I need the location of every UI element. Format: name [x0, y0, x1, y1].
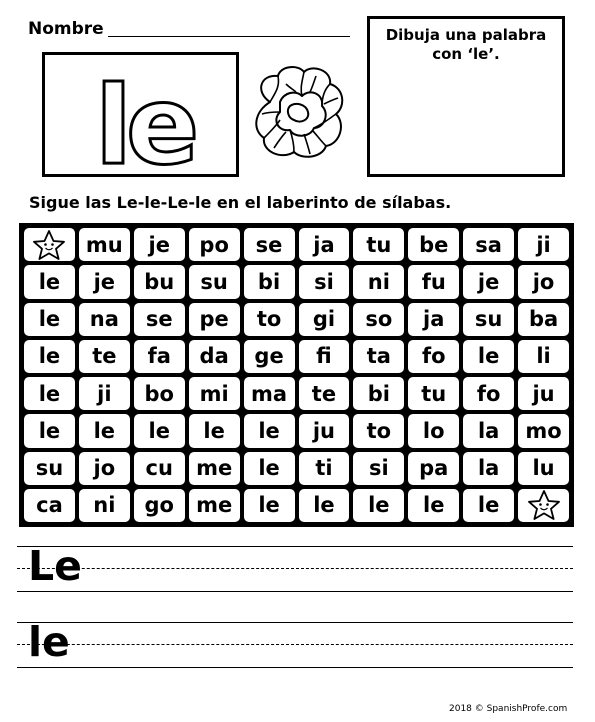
- maze-cell: bi: [244, 265, 295, 298]
- maze-cell: te: [79, 340, 130, 373]
- maze-cell: si: [353, 452, 404, 485]
- maze-cell: jo: [518, 265, 569, 298]
- maze-cell: le: [353, 489, 404, 522]
- maze-cell: la: [463, 414, 514, 447]
- maze-cell: pa: [408, 452, 459, 485]
- letter-box: [42, 52, 239, 177]
- maze-cell: ma: [244, 377, 295, 410]
- maze-cell: mu: [79, 228, 130, 261]
- maze-cell: gi: [299, 303, 350, 336]
- maze-cell: ja: [299, 228, 350, 261]
- maze-cell: su: [24, 452, 75, 485]
- star-icon: [527, 489, 561, 521]
- maze-cell: fu: [408, 265, 459, 298]
- maze-cell: le: [24, 265, 75, 298]
- maze-end-cell: [518, 489, 569, 522]
- maze-cell: le: [299, 489, 350, 522]
- maze-cell: le: [24, 303, 75, 336]
- maze-cell: sa: [463, 228, 514, 261]
- maze-cell: me: [189, 452, 240, 485]
- draw-prompt: [370, 26, 562, 64]
- maze-cell: ni: [353, 265, 404, 298]
- handwriting-sample-upper: Le: [28, 542, 82, 590]
- draw-prompt-line-2: con ‘le’.: [432, 45, 500, 63]
- maze-cell: lo: [408, 414, 459, 447]
- maze-cell: ni: [79, 489, 130, 522]
- maze-cell: je: [79, 265, 130, 298]
- maze-cell: le: [24, 414, 75, 447]
- maze-cell: li: [518, 340, 569, 373]
- maze-cell: ca: [24, 489, 75, 522]
- maze-cell: le: [189, 414, 240, 447]
- draw-prompt-line-1: Dibuja una palabra: [385, 26, 547, 44]
- maze-cell: ju: [518, 377, 569, 410]
- maze-cell: to: [244, 303, 295, 336]
- maze-cell: lu: [518, 452, 569, 485]
- outline-letters: [45, 55, 236, 174]
- maze-cell: fo: [463, 377, 514, 410]
- maze-cell: tu: [408, 377, 459, 410]
- maze-cell: ba: [518, 303, 569, 336]
- maze-cell: ge: [244, 340, 295, 373]
- maze-cell: me: [189, 489, 240, 522]
- maze-instruction: Sigue las Le-le-Le-le en el laberinto de sílabas.: [29, 193, 452, 212]
- maze-cell: le: [24, 377, 75, 410]
- maze-cell: ju: [299, 414, 350, 447]
- copyright: 2018 © SpanishProfe.com: [449, 704, 568, 714]
- syllable-maze: [19, 223, 574, 527]
- maze-cell: su: [463, 303, 514, 336]
- maze-cell: to: [353, 414, 404, 447]
- name-line[interactable]: [108, 36, 350, 37]
- draw-box[interactable]: [367, 16, 565, 177]
- maze-cell: bi: [353, 377, 404, 410]
- outline-syllable: le: [95, 64, 194, 174]
- maze-cell: je: [134, 228, 185, 261]
- maze-cell: le: [244, 452, 295, 485]
- maze-cell: je: [463, 265, 514, 298]
- maze-cell: si: [299, 265, 350, 298]
- maze-start-cell: [24, 228, 75, 261]
- maze-cell: be: [408, 228, 459, 261]
- maze-cell: ji: [79, 377, 130, 410]
- maze-cell: ta: [353, 340, 404, 373]
- maze-cell: jo: [79, 452, 130, 485]
- maze-cell: fo: [408, 340, 459, 373]
- name-label: Nombre: [28, 19, 104, 39]
- maze-cell: ja: [408, 303, 459, 336]
- maze-cell: na: [79, 303, 130, 336]
- handwriting-sample-lower: le: [28, 618, 70, 666]
- maze-cell: le: [463, 489, 514, 522]
- maze-cell: le: [134, 414, 185, 447]
- maze-cell: le: [408, 489, 459, 522]
- maze-cell: se: [244, 228, 295, 261]
- maze-cell: mo: [518, 414, 569, 447]
- maze-cell: te: [299, 377, 350, 410]
- maze-cell: le: [79, 414, 130, 447]
- maze-cell: su: [189, 265, 240, 298]
- maze-cell: bo: [134, 377, 185, 410]
- lettuce-picture: [250, 62, 348, 166]
- maze-cell: go: [134, 489, 185, 522]
- maze-cell: so: [353, 303, 404, 336]
- maze-cell: bu: [134, 265, 185, 298]
- maze-cell: tu: [353, 228, 404, 261]
- maze-cell: mi: [189, 377, 240, 410]
- star-icon: [32, 229, 66, 261]
- lettuce-icon: [250, 62, 348, 162]
- maze-cell: cu: [134, 452, 185, 485]
- maze-cell: le: [24, 340, 75, 373]
- maze-cell: la: [463, 452, 514, 485]
- maze-cell: le: [244, 489, 295, 522]
- maze-cell: fa: [134, 340, 185, 373]
- maze-cell: se: [134, 303, 185, 336]
- maze-cell: da: [189, 340, 240, 373]
- maze-cell: fi: [299, 340, 350, 373]
- maze-cell: ji: [518, 228, 569, 261]
- maze-cell: le: [244, 414, 295, 447]
- maze-cell: pe: [189, 303, 240, 336]
- maze-cell: po: [189, 228, 240, 261]
- maze-cell: le: [463, 340, 514, 373]
- maze-cell: ti: [299, 452, 350, 485]
